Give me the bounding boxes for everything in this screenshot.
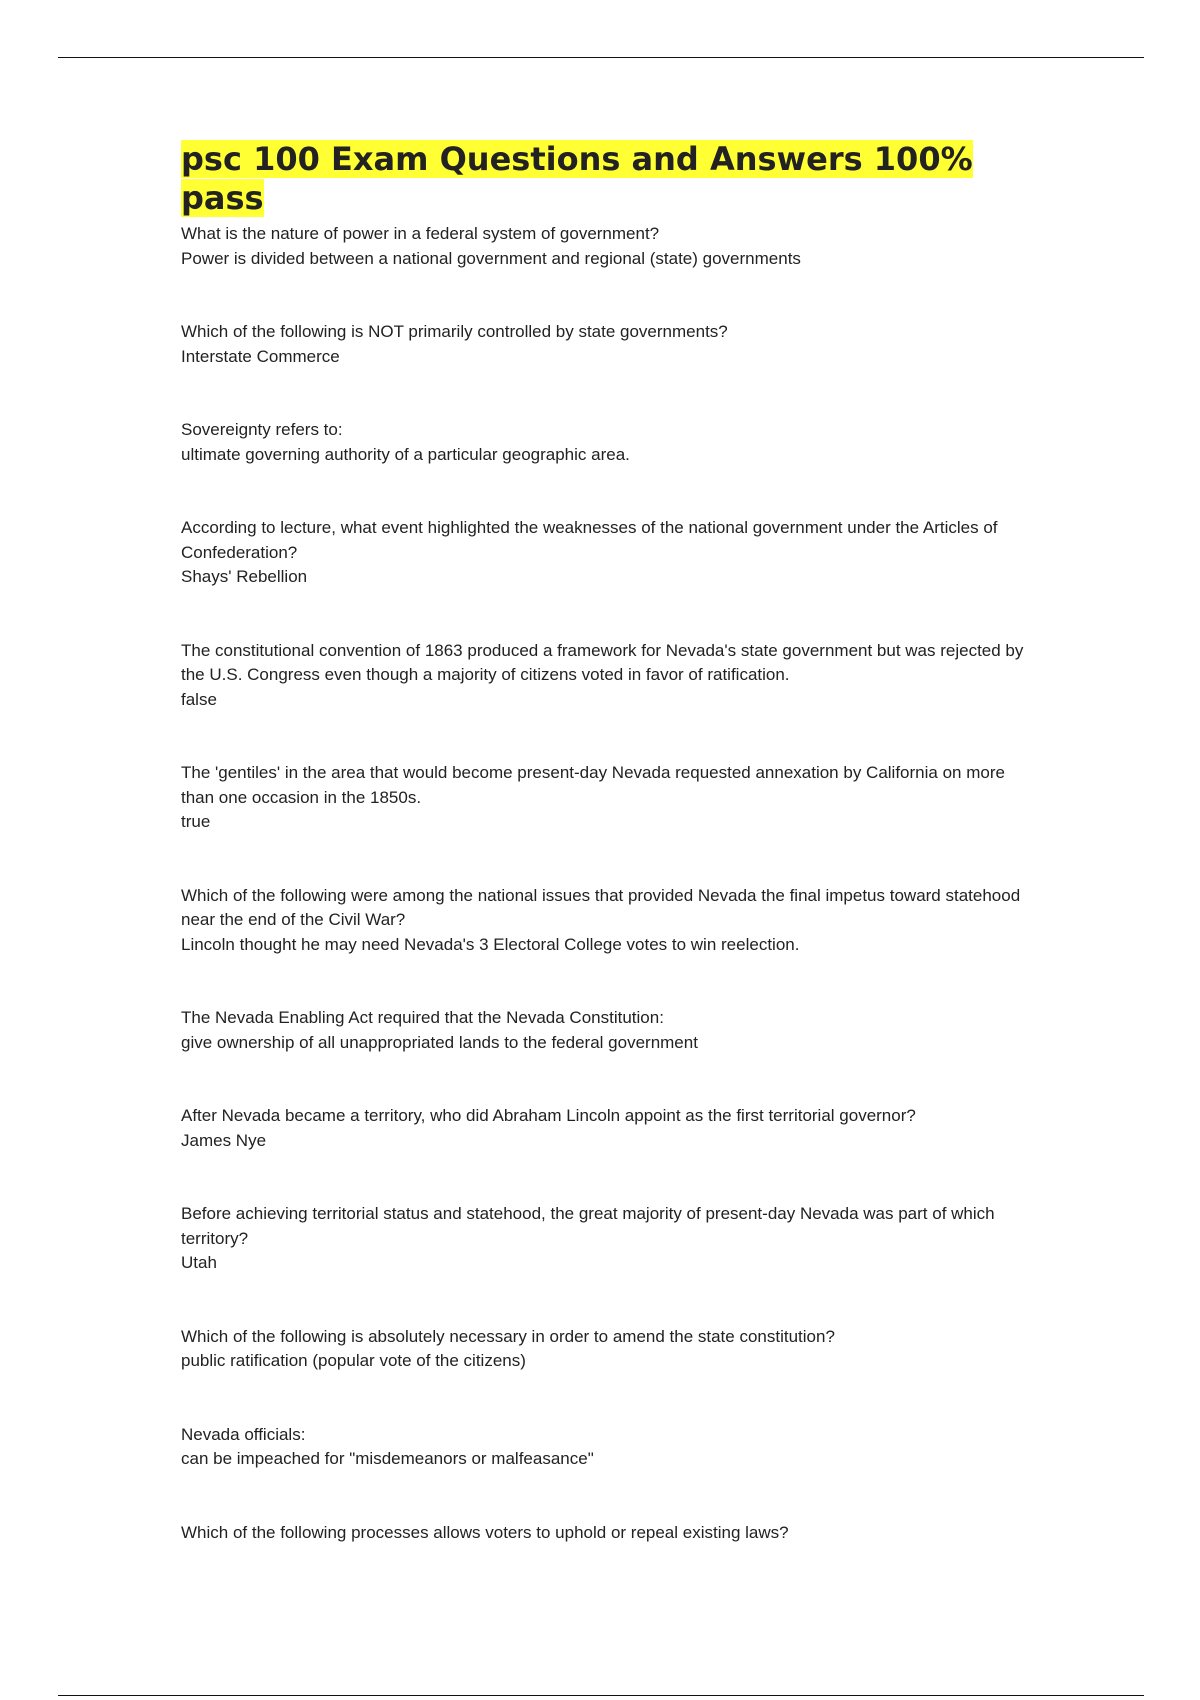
- answer-text: public ratification (popular vote of the citizens): [181, 1351, 526, 1370]
- qa-item: [181, 1104, 1041, 1153]
- answer-text: Power is divided between a national government and regional (state) governments: [181, 248, 801, 268]
- qa-item: [181, 1006, 1041, 1055]
- qa-item: [181, 516, 1041, 590]
- title-highlight: psc 100 Exam Questions and Answers 100% pass: [181, 140, 973, 217]
- qa-item: [181, 761, 1041, 835]
- question-text: Nevada officials:: [181, 1424, 306, 1444]
- answer-text: give ownership of all unappropriated lands to the federal government: [181, 1032, 698, 1052]
- qa-item: [181, 1325, 1041, 1374]
- answer-text: false: [181, 689, 217, 709]
- question-text: Sovereignty refers to:: [181, 420, 343, 439]
- question-text: Before achieving territorial status and statehood, the great majority of present-day Nevada was part of which territory?: [181, 1204, 995, 1248]
- top-rule: [58, 57, 1144, 58]
- qa-item: [181, 222, 1041, 271]
- qa-item: [181, 1202, 1041, 1276]
- qa-item: [181, 418, 1041, 467]
- document-body: [181, 140, 1041, 1594]
- question-text: Which of the following is NOT primarily controlled by state governments?: [181, 322, 728, 341]
- question-text: After Nevada became a territory, who did Abraham Lincoln appoint as the first territorial governor?: [181, 1106, 916, 1125]
- document-title: [181, 140, 1041, 218]
- question-text: Which of the following were among the national issues that provided Nevada the final impetus toward statehood near the end of the Civil War?: [181, 885, 1021, 929]
- bottom-rule: [58, 1695, 1144, 1696]
- answer-text: Shays' Rebellion: [181, 567, 308, 586]
- answer-text: James Nye: [181, 1130, 267, 1150]
- answer-text: Lincoln thought he may need Nevada's 3 Electoral College votes to win reelection.: [181, 934, 800, 954]
- qa-item: [181, 320, 1041, 369]
- question-text: The constitutional convention of 1863 produced a framework for Nevada's state government but was rejected by the U.S. Congress even though a majority of citizens voted in favor of ratification.: [181, 640, 1024, 684]
- question-text: What is the nature of power in a federal system of government?: [181, 224, 660, 243]
- answer-text: ultimate governing authority of a particular geographic area.: [181, 444, 630, 464]
- answer-text: can be impeached for "misdemeanors or malfeasance": [181, 1449, 594, 1468]
- answer-text: Utah: [181, 1253, 217, 1272]
- qa-item: [181, 1423, 1041, 1472]
- qa-item: [181, 1521, 1041, 1546]
- question-text: The Nevada Enabling Act required that the Nevada Constitution:: [181, 1008, 664, 1027]
- question-text: Which of the following is absolutely necessary in order to amend the state constitution?: [181, 1326, 835, 1346]
- answer-text: true: [181, 812, 211, 831]
- qa-item: [181, 639, 1041, 713]
- question-text: Which of the following processes allows voters to uphold or repeal existing laws?: [181, 1522, 789, 1542]
- question-text: The 'gentiles' in the area that would become present-day Nevada requested annexation by California on more than one occasion in the 1850s.: [181, 763, 1005, 807]
- question-text: According to lecture, what event highlighted the weaknesses of the national government under the Articles of Confederation?: [181, 518, 998, 562]
- qa-item: [181, 884, 1041, 958]
- answer-text: Interstate Commerce: [181, 346, 340, 366]
- qa-list: [181, 222, 1041, 1545]
